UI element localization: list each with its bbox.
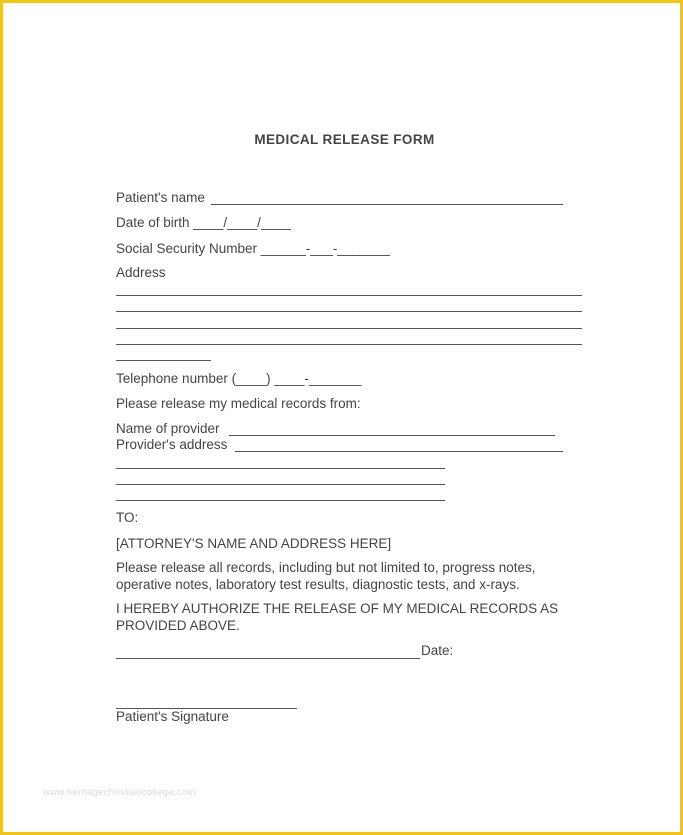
release-from-label: Please release my medical records from: bbox=[116, 396, 361, 411]
authorization-text-line-1: I HEREBY AUTHORIZE THE RELEASE OF MY MEDICAL RECORDS AS bbox=[116, 601, 559, 616]
address-line-2[interactable] bbox=[116, 311, 582, 312]
authorization-text-line-2: PROVIDED ABOVE. bbox=[116, 618, 240, 633]
telephone-field[interactable]: Telephone number (____) ____-_______ bbox=[116, 371, 362, 386]
release-all-text-line-1: Please release all records, including but not limited to, progress notes, bbox=[116, 560, 536, 575]
watermark: www.heritagechristiancollege.com bbox=[43, 787, 196, 798]
address-label: Address bbox=[116, 265, 166, 280]
provider-address-line-2[interactable] bbox=[116, 468, 445, 469]
date-of-birth-field[interactable]: Date of birth ____/____/____ bbox=[116, 215, 291, 230]
provider-address-line-4[interactable] bbox=[116, 500, 445, 501]
date-label: Date: bbox=[421, 643, 454, 658]
patient-name-field[interactable] bbox=[211, 204, 563, 205]
provider-name-field[interactable] bbox=[229, 435, 555, 436]
release-all-text-line-2: operative notes, laboratory test results, diagnostic tests, and x-rays. bbox=[116, 577, 520, 592]
provider-address-label: Provider's address bbox=[116, 437, 228, 452]
address-line-5[interactable] bbox=[116, 360, 211, 361]
provider-address-line-3[interactable] bbox=[116, 484, 445, 485]
signature-date-line[interactable] bbox=[116, 658, 420, 659]
provider-address-field[interactable] bbox=[235, 451, 563, 452]
patient-name-label: Patient's name bbox=[116, 190, 205, 205]
address-line-3[interactable] bbox=[116, 328, 582, 329]
patient-signature-label: Patient's Signature bbox=[116, 709, 229, 724]
provider-name-label: Name of provider bbox=[116, 421, 220, 436]
form-title: MEDICAL RELEASE FORM bbox=[254, 132, 435, 147]
attorney-placeholder: [ATTORNEY'S NAME AND ADDRESS HERE] bbox=[116, 536, 392, 551]
address-line-4[interactable] bbox=[116, 344, 582, 345]
to-label: TO: bbox=[116, 510, 139, 525]
ssn-field[interactable]: Social Security Number ______-___-_______ bbox=[116, 241, 390, 256]
address-line-1[interactable] bbox=[116, 295, 582, 296]
